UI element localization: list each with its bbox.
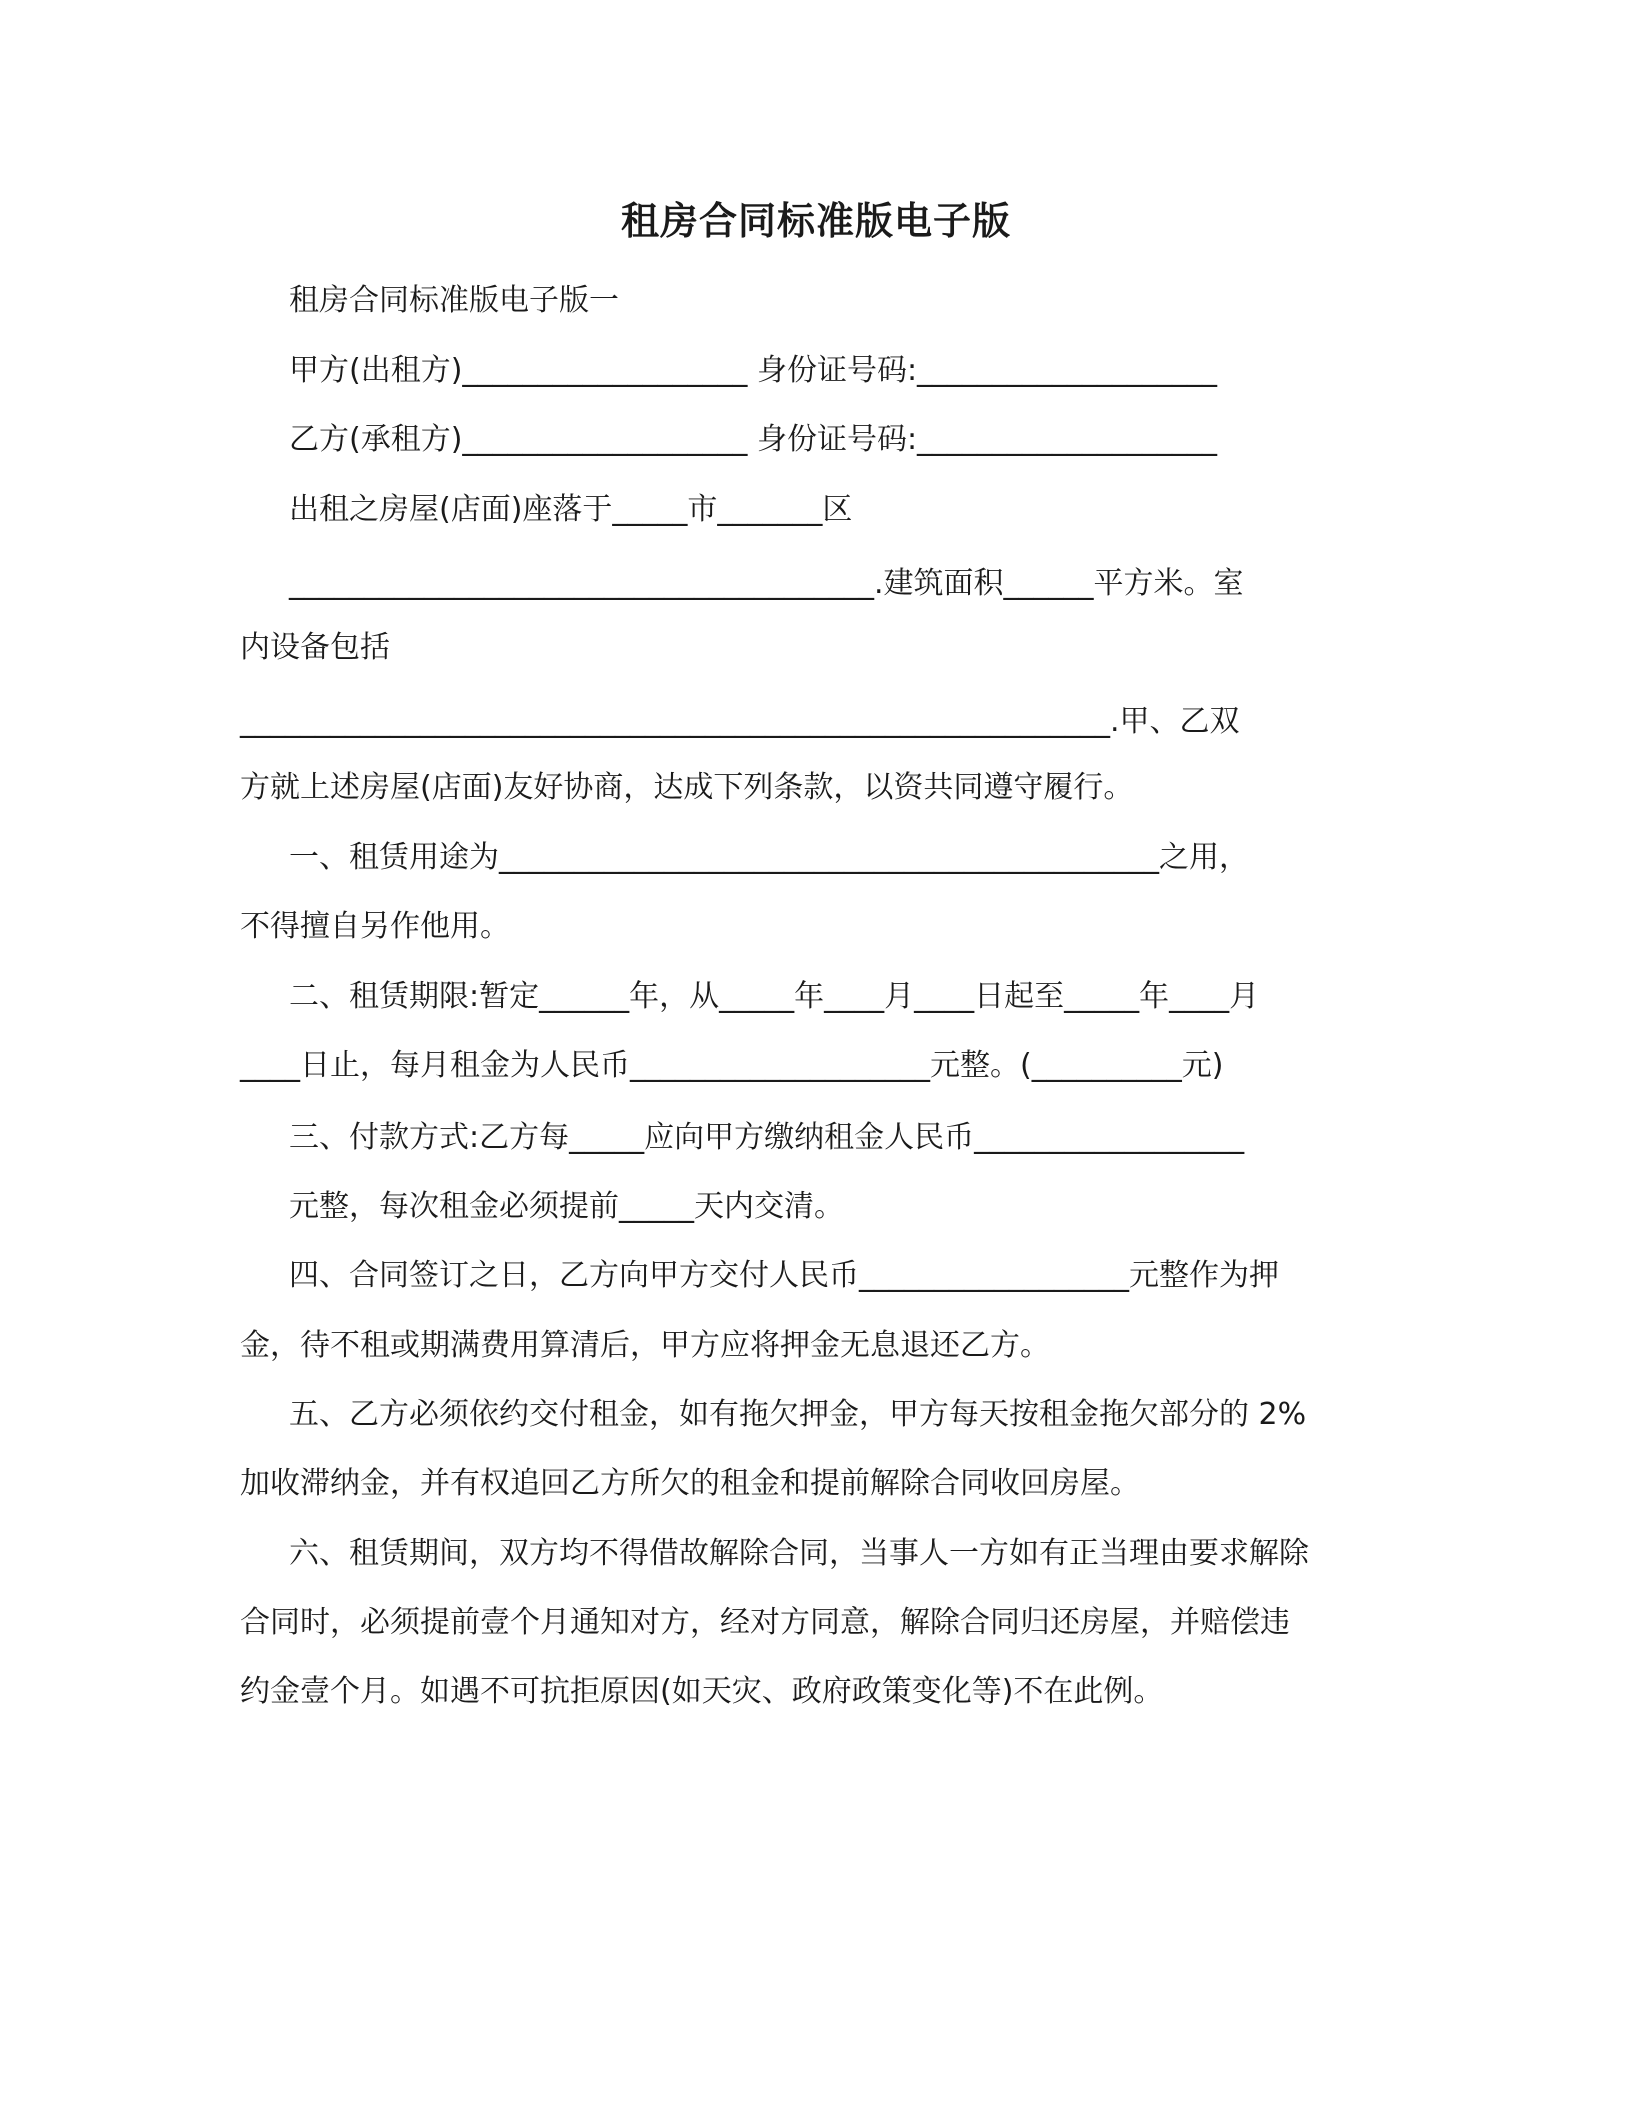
clause-6-continued-2: 约金壹个月。如遇不可抗拒原因(如天灾、政府政策变化等)不在此例。 [240, 1674, 1164, 1709]
property-area-line: _______________________________________.建筑面积______平方米。室 [289, 566, 1244, 601]
clause-6-continued: 合同时，必须提前壹个月通知对方，经对方同意，解除合同归还房屋，并赔偿违 [240, 1605, 1290, 1640]
clause-1-continued: 不得擅自另作他用。 [240, 909, 510, 944]
agreement-intro-line: 方就上述房屋(店面)友好协商，达成下列条款，以资共同遵守履行。 [240, 770, 1134, 805]
party-b-line: 乙方(承租方)___________________ 身份证号码:____________________ [289, 422, 1218, 457]
clause-4-line: 四、合同签订之日，乙方向甲方交付人民币__________________元整作为押 [289, 1258, 1279, 1293]
equipment-blank-line: __________________________________________________________.甲、乙双 [240, 704, 1240, 739]
clause-6-line: 六、租赁期间，双方均不得借故解除合同，当事人一方如有正当理由要求解除 [289, 1536, 1309, 1571]
clause-4-continued: 金，待不租或期满费用算清后，甲方应将押金无息退还乙方。 [240, 1328, 1050, 1363]
clause-1-line: 一、租赁用途为____________________________________________之用， [289, 840, 1249, 875]
clause-5-continued: 加收滞纳金，并有权追回乙方所欠的租金和提前解除合同收回房屋。 [240, 1466, 1140, 1501]
clause-2-line: 二、租赁期限:暂定______年，从_____年____月____日起至_____年____月 [289, 979, 1260, 1014]
clause-5-line: 五、乙方必须依约交付租金，如有拖欠押金，甲方每天按租金拖欠部分的 2% [289, 1397, 1307, 1432]
clause-3-continued: 元整，每次租金必须提前_____天内交清。 [289, 1189, 844, 1224]
party-a-line: 甲方(出租方)___________________ 身份证号码:____________________ [289, 353, 1218, 388]
equipment-line: 内设备包括 [240, 630, 390, 665]
clause-3-line: 三、付款方式:乙方每_____应向甲方缴纳租金人民币__________________ [289, 1120, 1245, 1155]
document-title: 租房合同标准版电子版 [620, 199, 1011, 243]
property-location-line: 出租之房屋(店面)座落于_____市_______区 [289, 492, 853, 527]
clause-2-continued: ____日止，每月租金为人民币____________________元整。(__________元) [240, 1048, 1224, 1083]
subtitle-line: 租房合同标准版电子版一 [289, 283, 619, 318]
